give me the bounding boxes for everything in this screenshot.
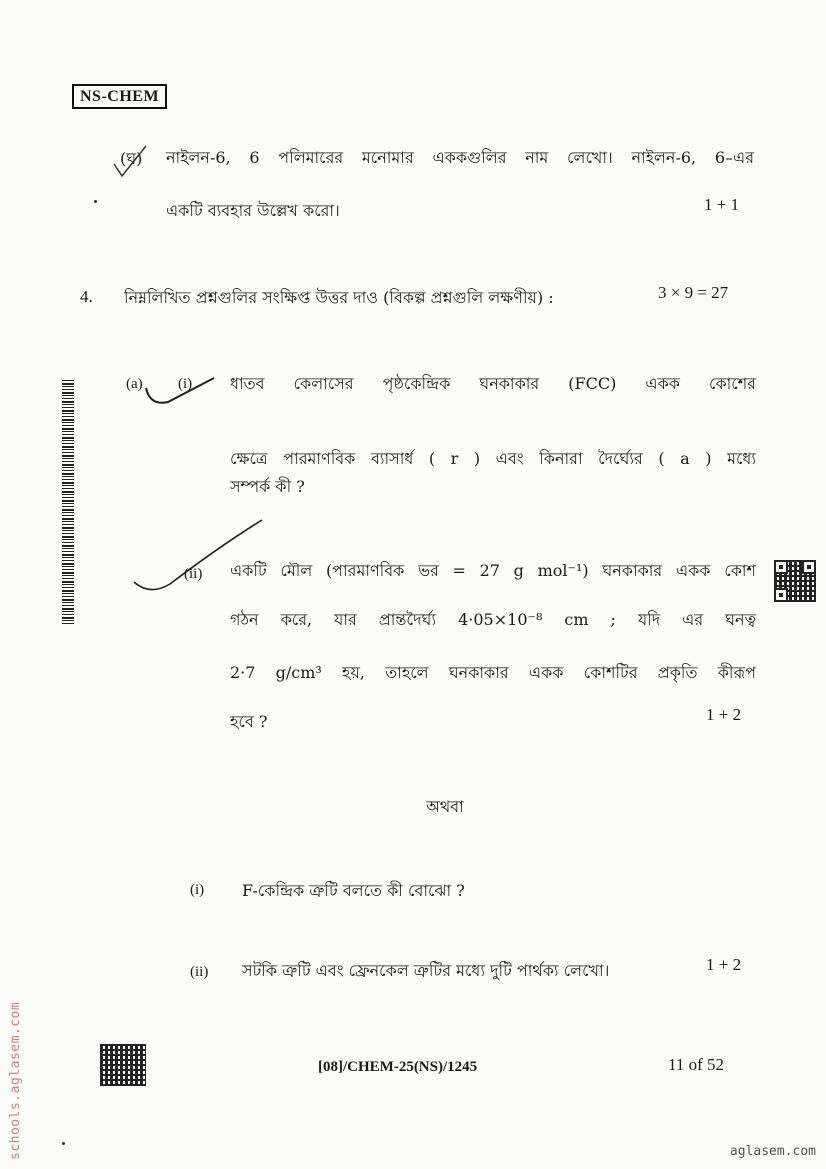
alt-i-text: F-কেন্দ্রিক ত্রুটি বলতে কী বোঝো ? (242, 881, 465, 900)
q3-gha-line2: একটি ব্যবহার উল্লেখ করো। (166, 201, 340, 220)
q3-gha-marks: 1 + 1 (704, 195, 740, 214)
side-watermark: schools.aglasem.com (8, 1001, 23, 1160)
or-divider-label: অথবা (426, 797, 464, 816)
alt-i-label: (i) (190, 882, 205, 898)
q4a-ii-marks: 1 + 2 (706, 705, 742, 724)
q4a-ii-label: (ii) (184, 566, 203, 582)
paper-code-box: NS-CHEM (72, 84, 167, 109)
scan-speck (94, 200, 97, 203)
qr-code-icon (774, 560, 816, 602)
tick-mark-icon (140, 372, 220, 412)
q4a-i-line2: ক্ষেত্রে পারমাণবিক ব্যাসার্ধ ( r ) এবং কিনারা দৈর্ঘ্যের ( a ) মধ্যে (230, 449, 756, 468)
q4a-ii-line1: একটি মৌল (পারমাণবিক ভর = 27 g mol⁻¹) ঘনকাকার একক কোশ (230, 561, 756, 580)
q4a-label: (a) (126, 376, 143, 392)
q4-marks: 3 × 9 = 27 (658, 283, 729, 302)
q4-instruction: নিম্নলিখিত প্রশ্নগুলির সংক্ষিপ্ত উত্তর দাও (বিকল্প প্রশ্নগুলি লক্ষণীয়) : (124, 288, 554, 307)
q3-gha-line1: নাইলন-6, 6 পলিমারের মনোমার এককগুলির নাম লেখো। নাইলন-6, 6–এর (166, 148, 754, 167)
scan-speck (62, 1142, 65, 1145)
q4a-i-label: (i) (178, 376, 193, 392)
q4-number: 4. (80, 287, 93, 306)
q4a-ii-line2: গঠন করে, যার প্রান্তদৈর্ঘ্য 4·05×10⁻⁸ cm ; যদি এর ঘনত্ব (230, 610, 756, 629)
footer-qr-code-icon (100, 1044, 146, 1086)
q3-gha-label: (ঘ) (120, 149, 143, 168)
corner-watermark: aglasem.com (729, 1144, 816, 1159)
side-barcode (62, 380, 74, 626)
q4a-i-line1: ধাতব কেলাসের পৃষ্ঠকেন্দ্রিক ঘনকাকার (FCC) একক কোশের (230, 374, 756, 393)
footer-paper-code: [08]/CHEM-25(NS)/1245 (318, 1059, 478, 1075)
alt-ii-label: (ii) (190, 964, 209, 980)
tick-mark-icon (110, 140, 150, 180)
alt-ii-text: সটকি ত্রুটি এবং ফ্রেনকেল ত্রুটির মধ্যে দুটি পার্থক্য লেখো। (242, 961, 610, 980)
q4a-i-line3: সম্পর্ক কী ? (230, 477, 305, 496)
q4a-ii-line3: 2·7 g/cm³ হয়, তাহলে ঘনকাকার একক কোশটির প্রকৃতি কীরূপ (230, 663, 756, 682)
alt-ii-marks: 1 + 2 (706, 955, 742, 974)
page-number: 11 of 52 (668, 1055, 725, 1074)
q4a-ii-line4: হবে ? (230, 712, 268, 731)
